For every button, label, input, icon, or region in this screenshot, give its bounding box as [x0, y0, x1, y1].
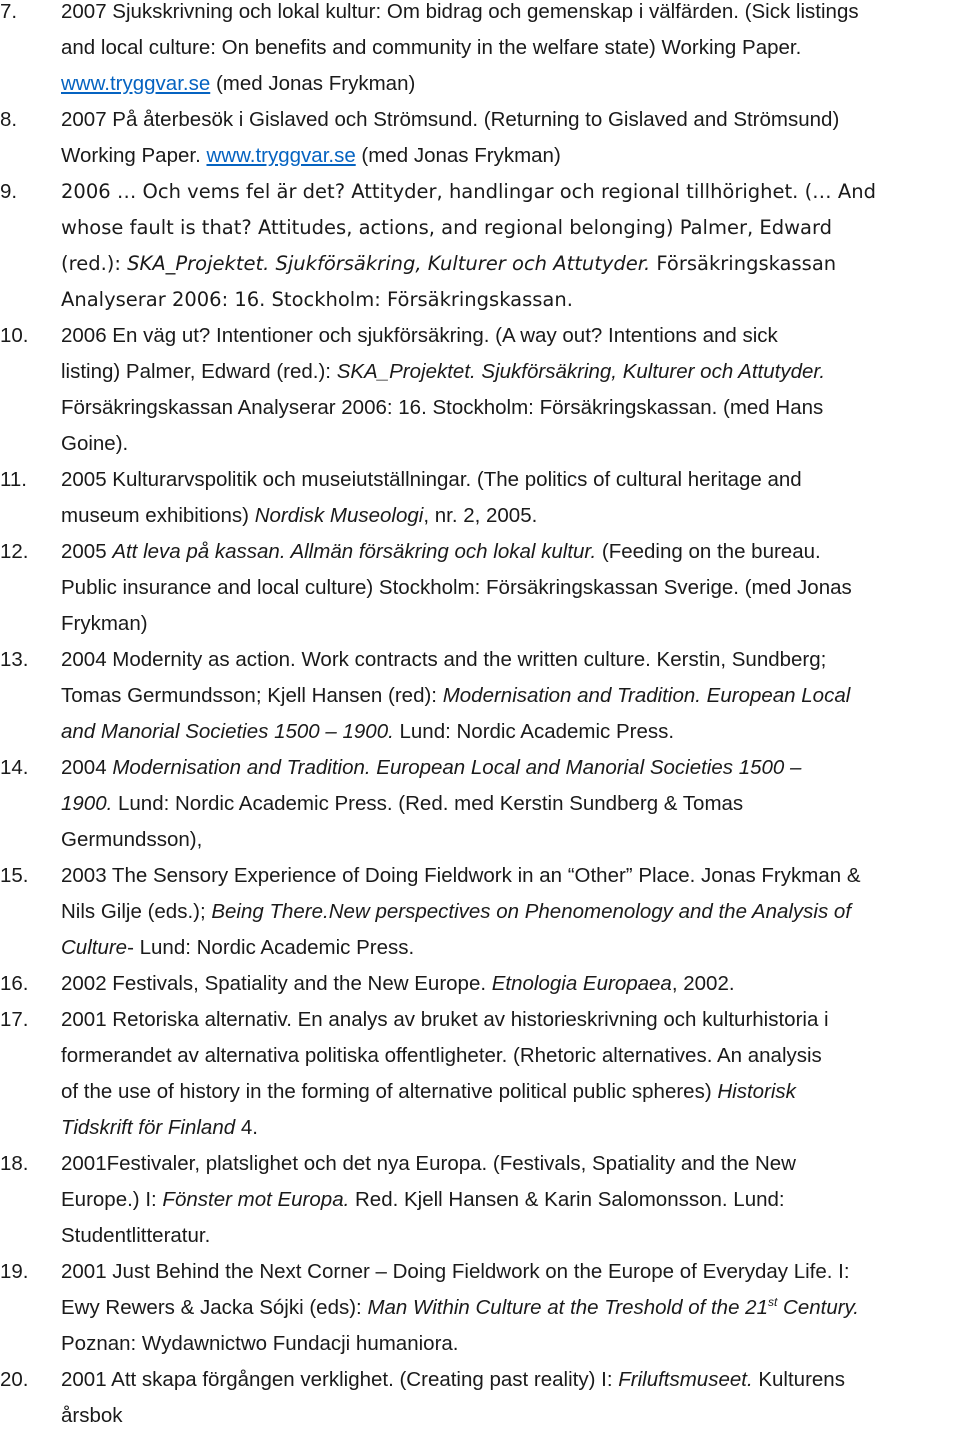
list-item-number: 20. — [0, 1368, 29, 1391]
text-line — [61, 1290, 956, 1326]
text-segment: Attitudes, actions, and regional belonging) Palmer, Edward — [257, 216, 833, 239]
text-line — [61, 678, 956, 714]
text-segment: 2003 The Sensory Experience of Doing Fieldwork in an “Other” Place. Jonas Frykman & — [61, 864, 861, 887]
text-line — [61, 1254, 956, 1290]
text-segment: (Feeding on the bureau. — [596, 540, 821, 563]
text-line — [61, 498, 956, 534]
list-item — [0, 858, 960, 966]
text-segment: Studentlitteratur. — [61, 1224, 211, 1247]
text-segment: 2004 — [61, 756, 113, 779]
list-item — [0, 966, 960, 1002]
list-item-text — [61, 0, 956, 102]
text-segment: , 2002. — [671, 972, 735, 995]
text-line — [61, 1146, 956, 1182]
text-line — [61, 570, 956, 606]
text-segment: listing) Palmer, Edward (red.): — [61, 360, 337, 383]
text-line — [61, 318, 956, 354]
list-item — [0, 318, 960, 462]
list-item-text — [61, 642, 956, 750]
italic-title: Man Within Culture at the Treshold of the 21 — [367, 1296, 768, 1319]
text-segment: Goine). — [61, 432, 129, 455]
list-item-number: 7. — [0, 0, 18, 23]
text-segment: museum exhibitions) — [61, 504, 255, 527]
list-item — [0, 0, 960, 102]
text-segment: whose fault is that? — [61, 216, 258, 239]
text-segment: årsbok — [61, 1404, 123, 1427]
italic-title: Modernisation and Tradition. European Local — [442, 684, 851, 707]
list-item-number: 12. — [0, 540, 29, 563]
list-item — [0, 1254, 960, 1362]
list-item-text — [61, 1254, 956, 1362]
text-line — [61, 66, 956, 102]
list-item-number: 11. — [0, 468, 27, 491]
italic-title: Nordisk Museologi — [254, 504, 424, 527]
text-segment: 2007 På återbesök i Gislaved och Strömsund. (Returning to Gislaved and Strömsund) — [61, 108, 840, 131]
text-line — [61, 750, 956, 786]
italic-title: Tidskrift för Finland — [61, 1116, 236, 1139]
text-segment: Germundsson), — [61, 828, 203, 851]
text-line — [61, 1398, 956, 1434]
list-item-text — [61, 102, 956, 174]
text-segment: Nils Gilje (eds.); — [61, 900, 212, 923]
text-segment: 2005 — [61, 540, 113, 563]
text-segment: and local culture: On benefits and community in the welfare state) Working Paper. — [61, 36, 802, 59]
text-segment: Ewy Rewers & Jacka Sójki (eds): — [61, 1296, 368, 1319]
text-line — [61, 822, 956, 858]
list-item-number: 17. — [0, 1008, 29, 1031]
list-item-text — [61, 462, 956, 534]
text-segment: Lund: Nordic Academic Press. (Red. med Kerstin Sundberg & Tomas — [112, 792, 744, 815]
text-segment: Poznan: Wydawnictwo Fundacji humaniora. — [61, 1332, 459, 1355]
text-segment: 4. — [235, 1116, 258, 1139]
text-line — [61, 714, 956, 750]
text-line — [61, 426, 956, 462]
text-segment: (red.): — [61, 252, 128, 275]
text-line — [61, 966, 956, 1002]
text-line — [61, 606, 956, 642]
text-line — [61, 210, 956, 246]
text-segment: Kulturens — [752, 1368, 845, 1391]
italic-title: Being There.New perspectives on Phenomenology and the Analysis of — [211, 900, 852, 923]
text-segment: Analyserar 2006: 16. Stockholm: Försäkringskassan. — [61, 288, 573, 311]
text-segment: 2007 Sjukskrivning och lokal kultur: Om bidrag och gemenskap i välfärden. (Sick listings — [61, 0, 859, 23]
text-line — [61, 930, 956, 966]
list-item-text — [61, 966, 956, 1002]
list-item — [0, 534, 960, 642]
list-item-number: 10. — [0, 324, 29, 347]
text-segment: (med Jonas Frykman) — [355, 144, 561, 167]
text-segment: Attityder, handlingar och regional tillhörighet. (… And — [351, 180, 876, 203]
list-item — [0, 462, 960, 534]
text-segment: (med Jonas Frykman) — [210, 72, 416, 95]
list-item-text — [61, 1362, 956, 1434]
text-line — [61, 858, 956, 894]
list-item-number: 13. — [0, 648, 29, 671]
italic-title: SKA_Projektet. Sjukförsäkring, Kulturer och Attutyder. — [336, 360, 826, 383]
italic-title: Fönster mot Europa. — [162, 1188, 350, 1211]
italic-title: Att leva på kassan. Allmän försäkring och lokal kultur. — [112, 540, 597, 563]
italic-title: 1900. — [61, 792, 113, 815]
list-item-text — [61, 174, 956, 318]
text-line — [61, 1362, 956, 1398]
text-segment: 2005 Kulturarvspolitik och museiutställningar. (The politics of cultural heritage and — [61, 468, 802, 491]
list-item-number: 8. — [0, 108, 18, 131]
text-line — [61, 0, 956, 30]
italic-title: and Manorial Societies 1500 – 1900. — [61, 720, 394, 743]
list-item-text — [61, 858, 956, 966]
text-segment: 2001 Just Behind the Next Corner – Doing Fieldwork on the Europe of Everyday Life. I: — [61, 1260, 850, 1283]
text-segment: formerandet av alternativa politiska offentligheter. (Rhetoric alternatives. An analysis — [61, 1044, 822, 1067]
text-segment: 2006 … Och vems fel är det? — [61, 180, 352, 203]
text-segment: 2004 Modernity as action. Work contracts and the written culture. Kerstin, Sundberg; — [61, 648, 827, 671]
website-link[interactable]: www.tryggvar.se — [61, 72, 211, 95]
text-line — [61, 894, 956, 930]
list-item-number: 16. — [0, 972, 29, 995]
text-segment: 2002 Festivals, Spatiality and the New Europe. — [61, 972, 492, 995]
text-segment: Europe.) I: — [61, 1188, 163, 1211]
text-line — [61, 534, 956, 570]
text-line — [61, 462, 956, 498]
list-item — [0, 750, 960, 858]
list-item-text — [61, 1146, 956, 1254]
text-segment: Försäkringskassan — [650, 252, 837, 275]
text-line — [61, 102, 956, 138]
text-segment: of the use of history in the forming of alternative political public spheres) — [61, 1080, 718, 1103]
text-segment: Frykman) — [61, 612, 148, 635]
website-link[interactable]: www.tryggvar.se — [206, 144, 356, 167]
italic-title: Century. — [777, 1296, 859, 1319]
italic-title: SKA_Projektet. Sjukförsäkring, Kulturer och Attutyder. — [127, 252, 651, 275]
text-segment: 2001 Att skapa förgången verklighet. (Creating past reality) I: — [61, 1368, 619, 1391]
list-item-text — [61, 534, 956, 642]
list-item — [0, 174, 960, 318]
text-segment: - Lund: Nordic Academic Press. — [127, 936, 415, 959]
text-segment: Working Paper. — [61, 144, 207, 167]
list-item — [0, 1146, 960, 1254]
list-item-number: 9. — [0, 180, 18, 203]
text-line — [61, 174, 956, 210]
superscript-text: st — [767, 1295, 778, 1309]
text-segment: Försäkringskassan Analyserar 2006: 16. Stockholm: Försäkringskassan. (med Hans — [61, 396, 824, 419]
list-item-text — [61, 750, 956, 858]
text-segment: Red. Kjell Hansen & Karin Salomonsson. Lund: — [349, 1188, 785, 1211]
text-segment: Public insurance and local culture) Stockholm: Försäkringskassan Sverige. (med Jonas — [61, 576, 852, 599]
list-item-number: 15. — [0, 864, 29, 887]
list-item-number: 19. — [0, 1260, 29, 1283]
text-segment: Lund: Nordic Academic Press. — [393, 720, 675, 743]
text-line — [61, 1002, 956, 1038]
italic-title: Historisk — [717, 1080, 796, 1103]
text-line — [61, 354, 956, 390]
italic-title: Culture — [61, 936, 128, 959]
text-line — [61, 1182, 956, 1218]
text-line — [61, 246, 956, 282]
text-line — [61, 282, 956, 318]
list-item — [0, 1362, 960, 1434]
text-line — [61, 1038, 956, 1074]
text-segment: 2001 Retoriska alternativ. En analys av bruket av historieskrivning och kulturhistoria i — [61, 1008, 829, 1031]
italic-title: Modernisation and Tradition. European Local and Manorial Societies 1500 – — [112, 756, 802, 779]
list-item — [0, 102, 960, 174]
text-line — [61, 1326, 956, 1362]
text-segment: 2006 En väg ut? Intentioner och sjukförsäkring. (A way out? Intentions and sick — [61, 324, 778, 347]
text-line — [61, 1074, 956, 1110]
text-line — [61, 1218, 956, 1254]
list-item-text — [61, 1002, 956, 1146]
italic-title: Friluftsmuseet. — [618, 1368, 753, 1391]
text-line — [61, 1110, 956, 1146]
text-line — [61, 642, 956, 678]
italic-title: Etnologia Europaea — [491, 972, 672, 995]
text-line — [61, 390, 956, 426]
text-line — [61, 138, 956, 174]
text-segment: Tomas Germundsson; Kjell Hansen (red): — [61, 684, 443, 707]
text-line — [61, 30, 956, 66]
list-item — [0, 642, 960, 750]
text-line — [61, 786, 956, 822]
text-segment: , nr. 2, 2005. — [423, 504, 538, 527]
list-item-text — [61, 318, 956, 462]
list-item-number: 14. — [0, 756, 29, 779]
list-item — [0, 1002, 960, 1146]
text-segment: 2001Festivaler, platslighet och det nya Europa. (Festivals, Spatiality and the New — [61, 1152, 796, 1175]
list-item-number: 18. — [0, 1152, 29, 1175]
